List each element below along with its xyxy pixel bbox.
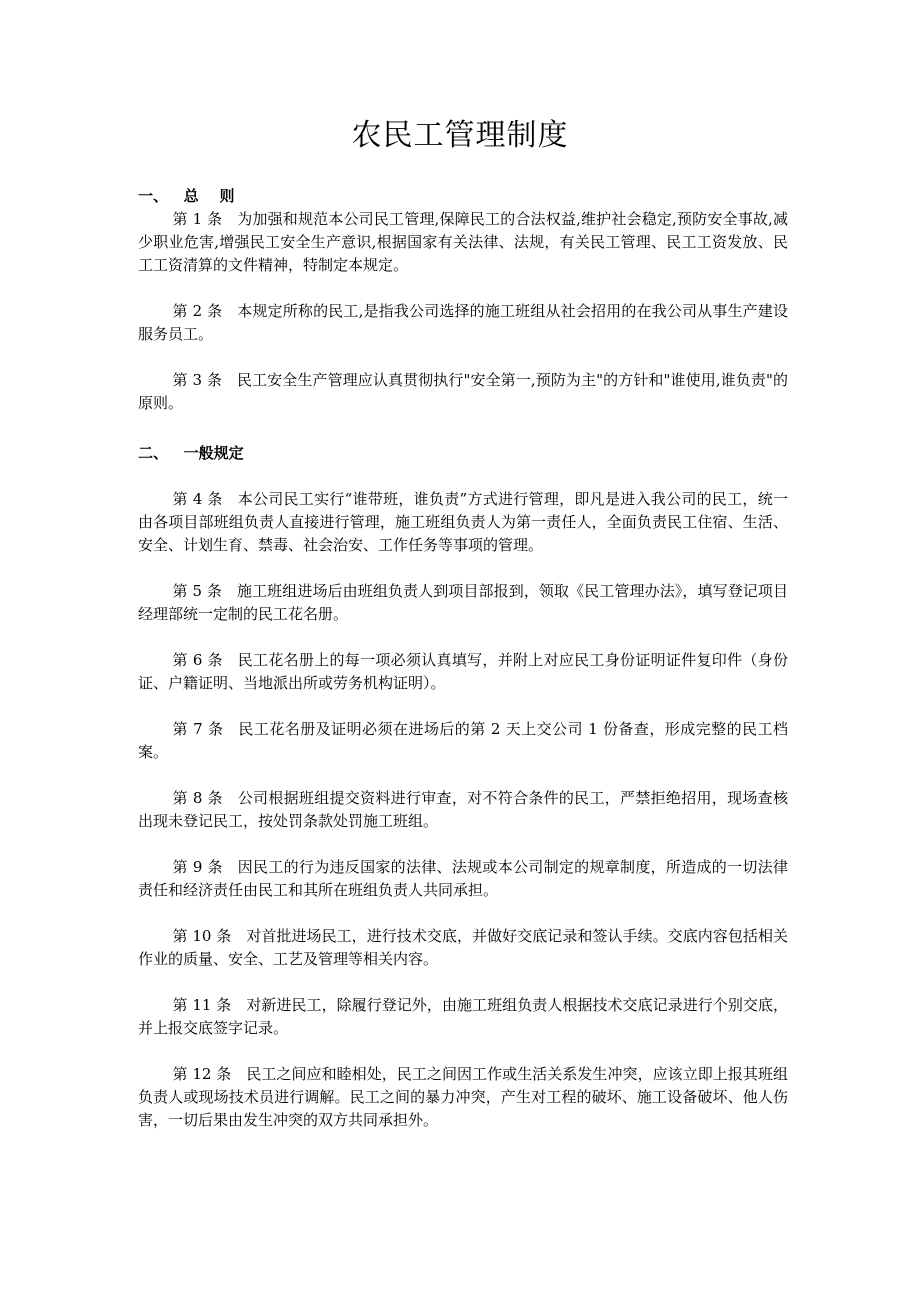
article-number: 第 9 条: [172, 858, 223, 876]
article-6: [138, 649, 788, 695]
article-text: 对新进民工，除履行登记外，由施工班组负责人根据技术交底记录进行个别交底，并上报交底签字记录。: [138, 996, 789, 1037]
article-number: 第 8 条: [172, 789, 223, 807]
article-number: 第 12 条: [172, 1065, 232, 1083]
article-number: 第 5 条: [172, 582, 222, 600]
article-text: 对首批进场民工，进行技术交底，并做好交底记录和签认手续。交底内容包括相关作业的质量、安全、工艺及管理等相关内容。: [138, 927, 789, 968]
article-number: 第 11 条: [172, 996, 232, 1014]
article-number: 第 10 条: [172, 927, 232, 945]
document-title: 农民工管理制度: [351, 118, 569, 153]
article-text: 民工花名册及证明必须在进场后的第 2 天上交公司 1 份备查，形成完整的民工档案。: [138, 720, 788, 761]
article-7: [138, 718, 788, 764]
article-11: [138, 994, 788, 1040]
article-2: [138, 300, 788, 346]
article-text: 为加强和规范本公司民工管理,保障民工的合法权益,维护社会稳定,预防安全事故,减少职业危害,增强民工安全生产意识,根据国家有关法律、法规，有关民工管理、民工工资发放、民工工资清算的文件精神，特制定本规定。: [138, 210, 788, 274]
article-text: 公司根据班组提交资料进行审查，对不符合条件的民工，严禁拒绝招用，现场查核出现未登记民工，按处罚条款处罚施工班组。: [138, 789, 788, 830]
article-text: 施工班组进场后由班组负责人到项目部报到，领取《民工管理办法》，填写登记项目经理部统一定制的民工花名册。: [138, 582, 788, 623]
article-5: [138, 580, 788, 626]
article-number: 第 1 条: [172, 210, 223, 228]
article-1: [138, 208, 788, 277]
section-heading-general-rules: 二、 一般规定: [138, 444, 244, 462]
article-text: 民工花名册上的每一项必须认真填写，并附上对应民工身份证明证件复印件（身份证、户籍证明、当地派出所或劳务机构证明）。: [138, 651, 788, 692]
article-12: [138, 1063, 788, 1132]
article-text: 本规定所称的民工,是指我公司选择的施工班组从社会招用的在我公司从事生产建设服务员工。: [138, 302, 788, 343]
article-text: 民工安全生产管理应认真贯彻执行"安全第一,预防为主"的方针和"谁使用,谁负责"的原则。: [138, 371, 788, 412]
article-number: 第 3 条: [172, 371, 222, 389]
article-number: 第 7 条: [172, 720, 224, 738]
article-9: [138, 856, 788, 902]
article-text: 本公司民工实行“谁带班，谁负责”方式进行管理，即凡是进入我公司的民工，统一由各项目部班组负责人直接进行管理，施工班组负责人为第一责任人，全面负责民工住宿、生活、安全、计划生育、禁毒、社会治安、工作任务等事项的管理。: [138, 490, 788, 554]
article-number: 第 4 条: [172, 490, 223, 508]
section-heading-general: 一、 总 则: [138, 187, 235, 205]
article-3: [138, 369, 788, 415]
article-4: [138, 488, 788, 557]
article-8: [138, 787, 788, 833]
article-number: 第 6 条: [172, 651, 223, 669]
article-text: 民工之间应和睦相处，民工之间因工作或生活关系发生冲突，应该立即上报其班组负责人或现场技术员进行调解。民工之间的暴力冲突，产生对工程的破坏、施工设备破坏、他人伤害，一切后果由发生冲突的双方共同承担外。: [138, 1065, 789, 1129]
article-number: 第 2 条: [172, 302, 223, 320]
article-text: 因民工的行为违反国家的法律、法规或本公司制定的规章制度，所造成的一切法律责任和经济责任由民工和其所在班组负责人共同承担。: [138, 858, 788, 899]
document-body: [138, 185, 788, 1132]
article-10: [138, 925, 788, 971]
